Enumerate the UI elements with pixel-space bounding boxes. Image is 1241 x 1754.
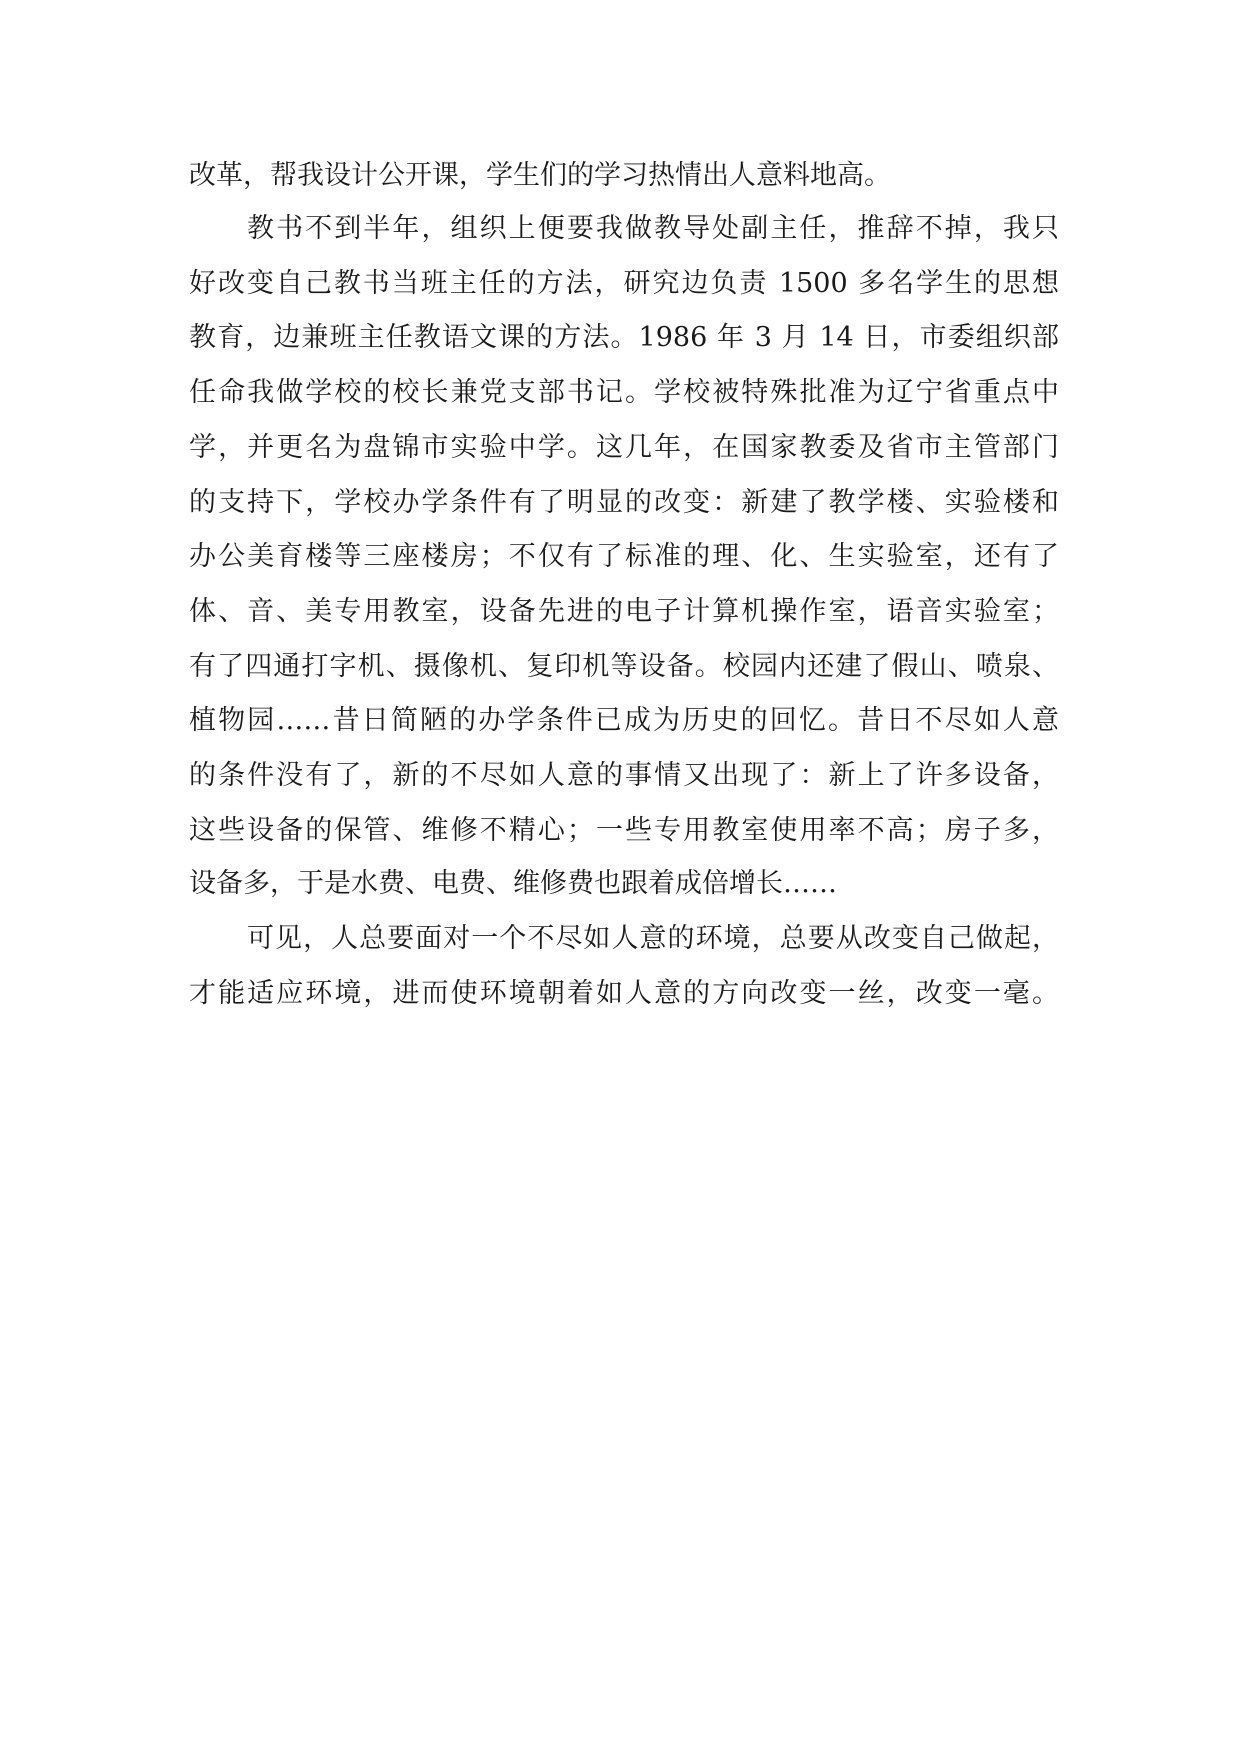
text-line: 体、音、美专用教室，设备先进的电子计算机操作室，语音实验室；: [189, 596, 1059, 627]
text-line: 的条件没有了，新的不尽如人意的事情又出现了：新上了许多设备，: [189, 760, 1059, 791]
text-line: 教书不到半年，组织上便要我做教导处副主任，推辞不掉，我只: [247, 213, 1059, 244]
text-line: 的支持下，学校办学条件有了明显的改变：新建了教学楼、实验楼和: [189, 487, 1059, 518]
text-line: 教育，边兼班主任教语文课的方法。1986 年 3 月 14 日，市委组织部: [189, 322, 1059, 353]
text-line: 学，并更名为盘锦市实验中学。这几年，在国家教委及省市主管部门: [189, 432, 1059, 463]
text-line: 设备多，于是水费、电费、维修费也跟着成倍增长……: [189, 868, 837, 899]
text-line: 可见，人总要面对一个不尽如人意的环境，总要从改变自己做起，: [247, 923, 1059, 954]
text-line: 植物园……昔日简陋的办学条件已成为历史的回忆。昔日不尽如人意: [189, 705, 1059, 736]
text-line: 这些设备的保管、维修不精心；一些专用教室使用率不高；房子多，: [189, 815, 1059, 846]
text-line: 任命我做学校的校长兼党支部书记。学校被特殊批准为辽宁省重点中: [189, 377, 1059, 408]
text-line: 好改变自己教书当班主任的方法，研究边负责 1500 多名学生的思想: [189, 268, 1059, 299]
text-line: 办公美育楼等三座楼房；不仅有了标准的理、化、生实验室，还有了: [189, 541, 1059, 572]
text-line: 改革，帮我设计公开课，学生们的学习热情出人意料地高。: [189, 160, 891, 191]
text-line: 才能适应环境，进而使环境朝着如人意的方向改变一丝，改变一毫。: [189, 978, 1059, 1009]
text-line: 有了四通打字机、摄像机、复印机等设备。校园内还建了假山、喷泉、: [189, 651, 1059, 682]
